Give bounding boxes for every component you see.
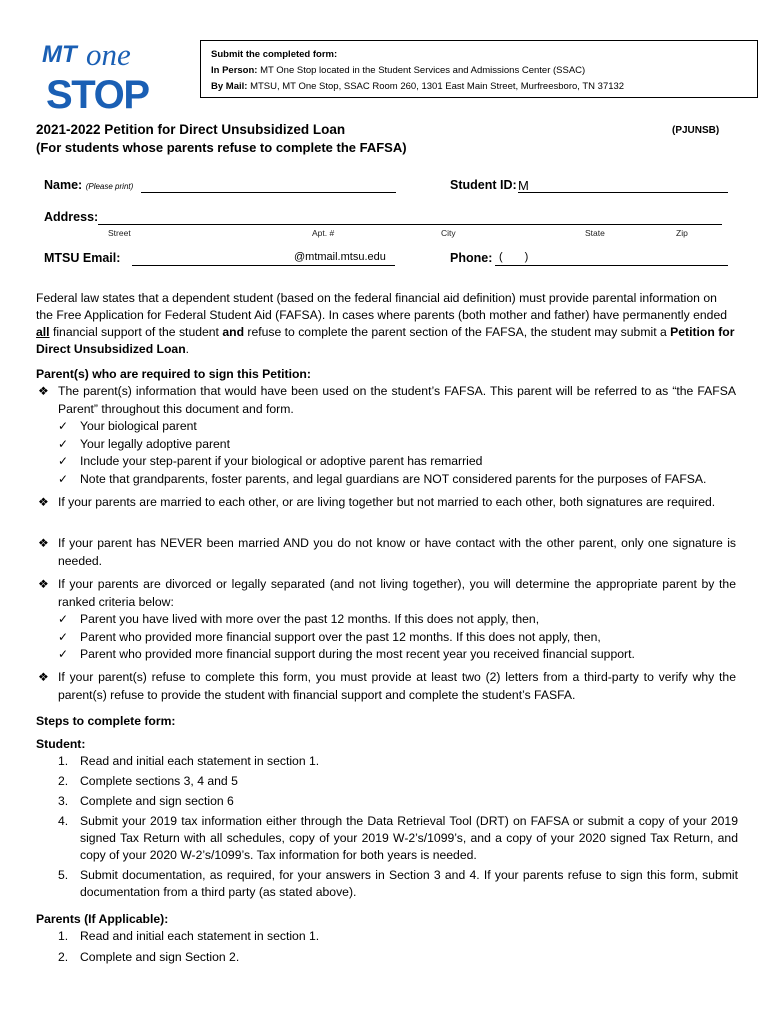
bullet-fafsa-parent: ❖ The parent(s) information that would have been used on the student’s FAFSA. This parent will be referred to as “the FAFSA Parent” throughout this document and form. bbox=[38, 383, 736, 418]
logo-mt-text: MT bbox=[42, 41, 77, 68]
phone-open-paren: ( bbox=[499, 251, 503, 263]
address-field[interactable] bbox=[98, 210, 722, 225]
checkmark-icon: ✓ bbox=[58, 629, 69, 644]
email-label: MTSU Email: bbox=[44, 251, 121, 265]
logo-stop-text: STOP bbox=[46, 73, 150, 112]
name-hint: (Please print) bbox=[85, 182, 134, 191]
student-id-prefix: M bbox=[518, 178, 529, 193]
email-field[interactable] bbox=[132, 251, 294, 266]
intro-paragraph: Federal law states that a dependent student (based on the federal financial aid definition) must provide parental information on the Free Application for Federal Student Aid (FAFSA). In cases where parents (both mother and father) have permanently ended all financial support of the student and refuse to complete the parent section of the FAFSA, the student may submit a Petition for Direct Unsubsidized Loan. bbox=[36, 291, 735, 356]
address-zip-label: Zip bbox=[676, 228, 688, 238]
list-item: 3. Complete and sign section 6 bbox=[58, 794, 234, 808]
student-id-field[interactable] bbox=[518, 178, 728, 193]
bullet-divorced-parents: ❖ If your parents are divorced or legally separated (and not living together), you will determine the appropriate parent by the ranked criteria below: bbox=[38, 576, 736, 611]
bullet-never-married: ❖ If your parent has NEVER been married AND you do not know or have contact with the other parent, only one signature is needed. bbox=[38, 535, 736, 570]
phone-field[interactable] bbox=[495, 251, 728, 266]
list-item: 1. Read and initial each statement in section 1. bbox=[58, 929, 320, 943]
steps-heading: Steps to complete form: bbox=[36, 714, 176, 728]
parents-required-heading: Parent(s) who are required to sign this Petition: bbox=[36, 367, 311, 381]
check-item: ✓ Parent who provided more financial support over the past 12 months. If this does not apply, then, bbox=[58, 629, 738, 647]
phone-close-paren: ) bbox=[524, 251, 529, 263]
checklist-parents bbox=[58, 418, 738, 488]
in-person-text: MT One Stop located in the Student Services and Admissions Center (SSAC) bbox=[260, 65, 586, 76]
diamond-bullet-icon: ❖ bbox=[38, 670, 49, 684]
checkmark-icon: ✓ bbox=[58, 612, 69, 626]
address-apt-label: Apt. # bbox=[312, 228, 335, 238]
diamond-bullet-icon: ❖ bbox=[38, 536, 49, 550]
submit-heading: Submit the completed form: bbox=[211, 49, 338, 60]
checkmark-icon: ✓ bbox=[58, 647, 69, 661]
parent-steps-list bbox=[58, 928, 738, 966]
phone-label: Phone: bbox=[450, 251, 493, 265]
email-suffix: @mtmail.mtsu.edu bbox=[294, 251, 395, 266]
check-item: ✓ Parent who provided more financial support during the most recent year you received financial support. bbox=[58, 646, 738, 664]
checkmark-icon: ✓ bbox=[58, 471, 69, 486]
form-subtitle: (For students whose parents refuse to complete the FAFSA) bbox=[36, 140, 407, 155]
list-item: 5. Submit documentation, as required, for your answers in Section 3 and 4. If your parents refuse to sign this form, submit documentation from a third party (as stated above). bbox=[58, 868, 738, 899]
diamond-bullet-icon: ❖ bbox=[38, 384, 49, 398]
check-item: ✓ Note that grandparents, foster parents, and legal guardians are NOT considered parents for the purposes of FAFSA. bbox=[58, 471, 738, 489]
student-steps-list bbox=[58, 753, 738, 904]
parents-if-applicable-heading: Parents (If Applicable): bbox=[36, 912, 169, 926]
diamond-bullet-icon: ❖ bbox=[38, 577, 49, 591]
list-item: 2. Complete and sign Section 2. bbox=[58, 950, 240, 964]
bullet-married-parents: ❖ If your parents are married to each other, or are living together but not married to each other, both signatures are required. bbox=[38, 494, 736, 512]
check-item: ✓ Your biological parent bbox=[58, 418, 738, 436]
list-item: 4. Submit your 2019 tax information either through the Data Retrieval Tool (DRT) on FAFSA or submit a copy of your 2019 signed Tax Return with all schedules, copy of your 2019 W-2’s/1099’s, and a copy of your 2020 signed Tax Return, and copy of your 2020 W-2’s/1099’s. Tax information for both years is needed. bbox=[58, 814, 738, 862]
form-code: (PJUNSB) bbox=[672, 125, 720, 136]
address-state-label: State bbox=[585, 228, 605, 238]
by-mail-label: By Mail: bbox=[211, 81, 248, 92]
name-label: Name: (Please print) bbox=[44, 178, 134, 192]
diamond-bullet-icon: ❖ bbox=[38, 495, 49, 509]
check-item: ✓ Include your step-parent if your biological or adoptive parent has remarried bbox=[58, 453, 738, 471]
list-item: 1. Read and initial each statement in section 1. bbox=[58, 754, 320, 768]
by-mail-text: MTSU, MT One Stop, SSAC Room 260, 1301 East Main Street, Murfreesboro, TN 37132 bbox=[250, 81, 625, 92]
checkmark-icon: ✓ bbox=[58, 454, 69, 468]
name-field[interactable] bbox=[141, 178, 396, 193]
student-id-label: Student ID: bbox=[450, 178, 517, 192]
check-item: ✓ Parent you have lived with more over the past 12 months. If this does not apply, then, bbox=[58, 611, 738, 629]
student-heading: Student: bbox=[36, 737, 86, 751]
submit-info-box bbox=[200, 40, 758, 98]
mt-one-stop-logo bbox=[40, 38, 155, 112]
checklist-ranked-criteria bbox=[58, 611, 738, 664]
logo-one-text: one bbox=[86, 38, 131, 72]
checkmark-icon: ✓ bbox=[58, 419, 69, 433]
list-item: 2. Complete sections 3, 4 and 5 bbox=[58, 774, 238, 788]
check-item: ✓ Your legally adoptive parent bbox=[58, 436, 738, 454]
form-title: 2021-2022 Petition for Direct Unsubsidized Loan bbox=[36, 122, 346, 137]
address-city-label: City bbox=[441, 228, 456, 238]
bullet-parents-refuse: ❖ If your parent(s) refuse to complete this form, you must provide at least two (2) letters from a third-party to verify why the parent(s) refuse to provide the student with financial support and complete the student’s FASFA. bbox=[38, 669, 736, 704]
in-person-label: In Person: bbox=[211, 65, 258, 76]
address-label: Address: bbox=[44, 210, 99, 224]
address-street-label: Street bbox=[108, 228, 131, 238]
checkmark-icon: ✓ bbox=[58, 436, 69, 451]
